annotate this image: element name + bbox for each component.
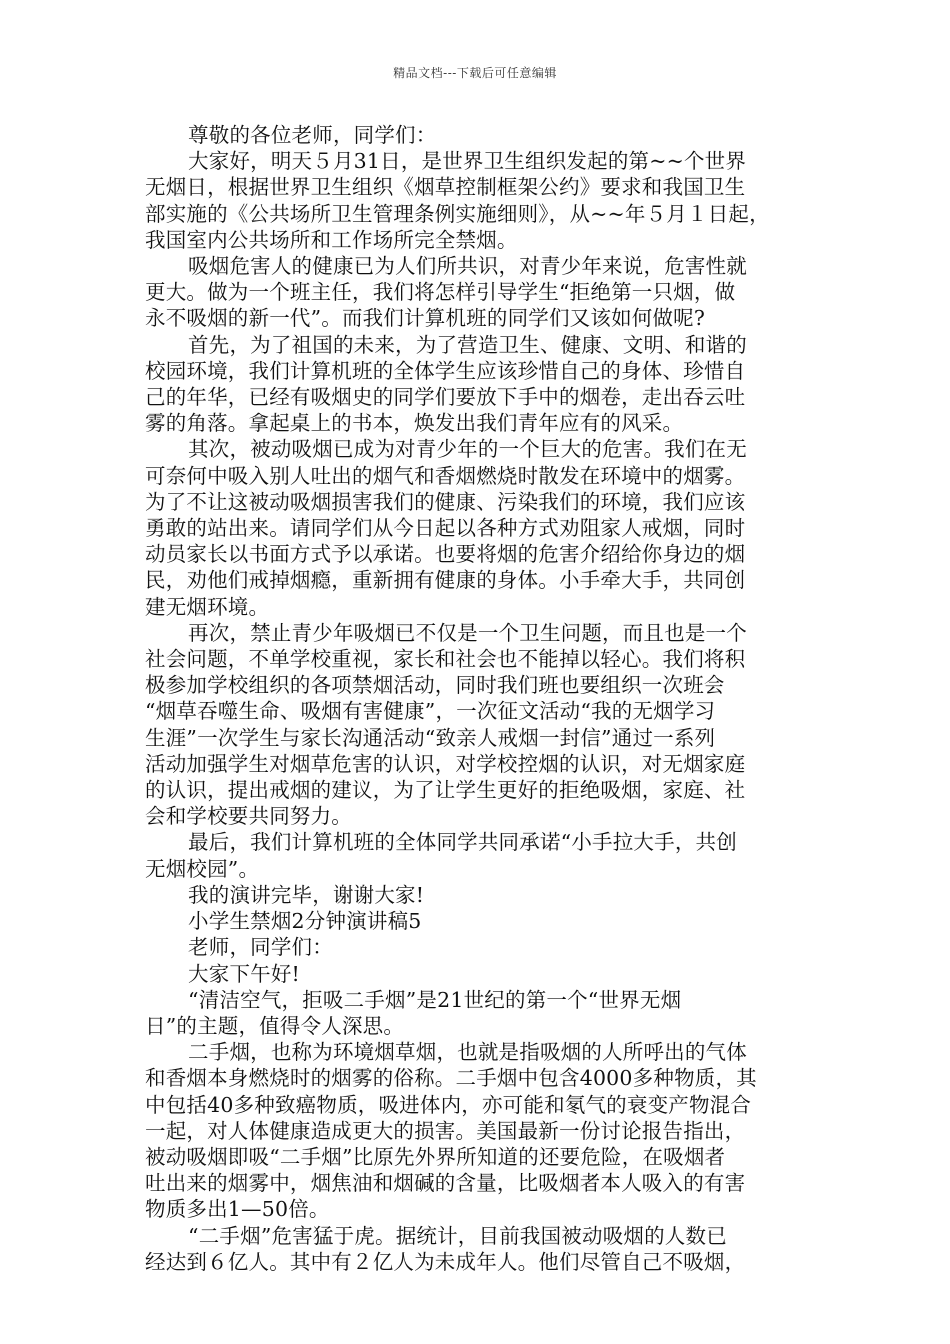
text-line: 老师，同学们： [188, 935, 333, 960]
document-body [145, 122, 810, 1275]
text-line: 极参加学校组织的各项禁烟活动，同时我们班也要组织一次班会 [145, 673, 725, 698]
text-line: 小学生禁烟2分钟演讲稿5 [188, 909, 422, 934]
text-line: 雾的角落。拿起桌上的书本，焕发出我们青年应有的风采。 [145, 411, 684, 436]
text-line: 二手烟，也称为环境烟草烟，也就是指吸烟的人所呼出的气体 [188, 1040, 747, 1065]
page-header: 精品文档---下载后可任意编辑 [393, 66, 557, 80]
text-line: 部实施的《公共场所卫生管理条例实施细则》，从~~年５月１日起， [145, 201, 770, 226]
text-line: 大家下午好! [188, 961, 300, 986]
text-line: 民，劝他们戒掉烟瘾，重新拥有健康的身体。小手牵大手，共同创 [145, 568, 746, 593]
text-line: 和香烟本身燃烧时的烟雾的俗称。二手烟中包含4000多种物质，其 [145, 1066, 757, 1091]
text-line: 最后，我们计算机班的全体同学共同承诺“小手拉大手，共创 [188, 830, 737, 855]
text-line: 活动加强学生对烟草危害的认识，对学校控烟的认识，对无烟家庭 [145, 751, 746, 776]
text-line: 社会问题，不单学校重视，家长和社会也不能掉以轻心。我们将积 [145, 647, 746, 672]
text-line: 无烟校园”。 [145, 856, 260, 881]
text-line: 吐出来的烟雾中，烟焦油和烟碱的含量，比吸烟者本人吸入的有害 [145, 1171, 746, 1196]
text-line: 动员家长以书面方式予以承诺。也要将烟的危害介绍给你身边的烟 [145, 542, 746, 567]
text-line: “烟草吞噬生命、吸烟有害健康”，一次征文活动“我的无烟学习 [145, 699, 716, 724]
text-line: 生涯”一次学生与家长沟通活动“致亲人戒烟一封信”通过一系列 [145, 725, 716, 750]
text-line: 被动吸烟即吸“二手烟”比原先外界所知道的还要危险，在吸烟者 [145, 1144, 726, 1169]
text-line: 永不吸烟的新一代”。而我们计算机班的同学们又该如何做呢? [145, 306, 706, 331]
text-line: 再次，禁止青少年吸烟已不仅是一个卫生问题，而且也是一个 [188, 620, 747, 645]
text-line: 可奈何中吸入别人吐出的烟气和香烟燃烧时散发在环境中的烟雾。 [145, 463, 746, 488]
text-line: 校园环境，我们计算机班的全体学生应该珍惜自己的身体、珍惜自 [145, 358, 746, 383]
text-line: 无烟日，根据世界卫生组织《烟草控制框架公约》要求和我国卫生 [145, 175, 746, 200]
text-line: 大家好，明天５月31日，是世界卫生组织发起的第~~个世界 [188, 149, 747, 174]
text-line: 物质多出1—50倍。 [145, 1197, 330, 1222]
text-line: 己的年华，已经有吸烟史的同学们要放下手中的烟卷，走出吞云吐 [145, 385, 746, 410]
text-line: 其次，被动吸烟已成为对青少年的一个巨大的危害。我们在无 [188, 437, 747, 462]
text-line: “清洁空气，拒吸二手烟”是21世纪的第一个“世界无烟 [188, 987, 682, 1012]
text-line: 勇敢的站出来。请同学们从今日起以各种方式劝阻家人戒烟，同时 [145, 516, 746, 541]
text-line: 日”的主题，值得令人深思。 [145, 1013, 405, 1038]
text-line: 首先，为了祖国的未来，为了营造卫生、健康、文明、和谐的 [188, 332, 747, 357]
text-line: 尊敬的各位老师，同学们： [188, 123, 437, 147]
text-line: 经达到６亿人。其中有２亿人为未成年人。他们尽管自己不吸烟， [145, 1249, 746, 1274]
text-line: 的认识，提出戒烟的建议，为了让学生更好的拒绝吸烟，家庭、社 [145, 778, 746, 803]
text-line: 会和学校要共同努力。 [145, 804, 352, 829]
text-line: 建无烟环境。 [145, 594, 270, 619]
text-line: 更大。做为一个班主任，我们将怎样引导学生“拒绝第一只烟，做 [145, 280, 736, 305]
text-line: 中包括40多种致癌物质，吸进体内，亦可能和氡气的衰变产物混合 [145, 1092, 752, 1117]
text-line: 为了不让这被动吸烟损害我们的健康、污染我们的环境，我们应该 [145, 489, 746, 514]
text-line: 我国室内公共场所和工作场所完全禁烟。 [145, 227, 518, 252]
text-line: 一起，对人体健康造成更大的损害。美国最新一份讨论报告指出， [145, 1118, 746, 1143]
text-line: 我的演讲完毕，谢谢大家! [188, 882, 425, 907]
text-line: 吸烟危害人的健康已为人们所共识，对青少年来说，危害性就 [188, 254, 747, 279]
text-line: “二手烟”危害猛于虎。据统计，目前我国被动吸烟的人数已 [188, 1223, 727, 1248]
